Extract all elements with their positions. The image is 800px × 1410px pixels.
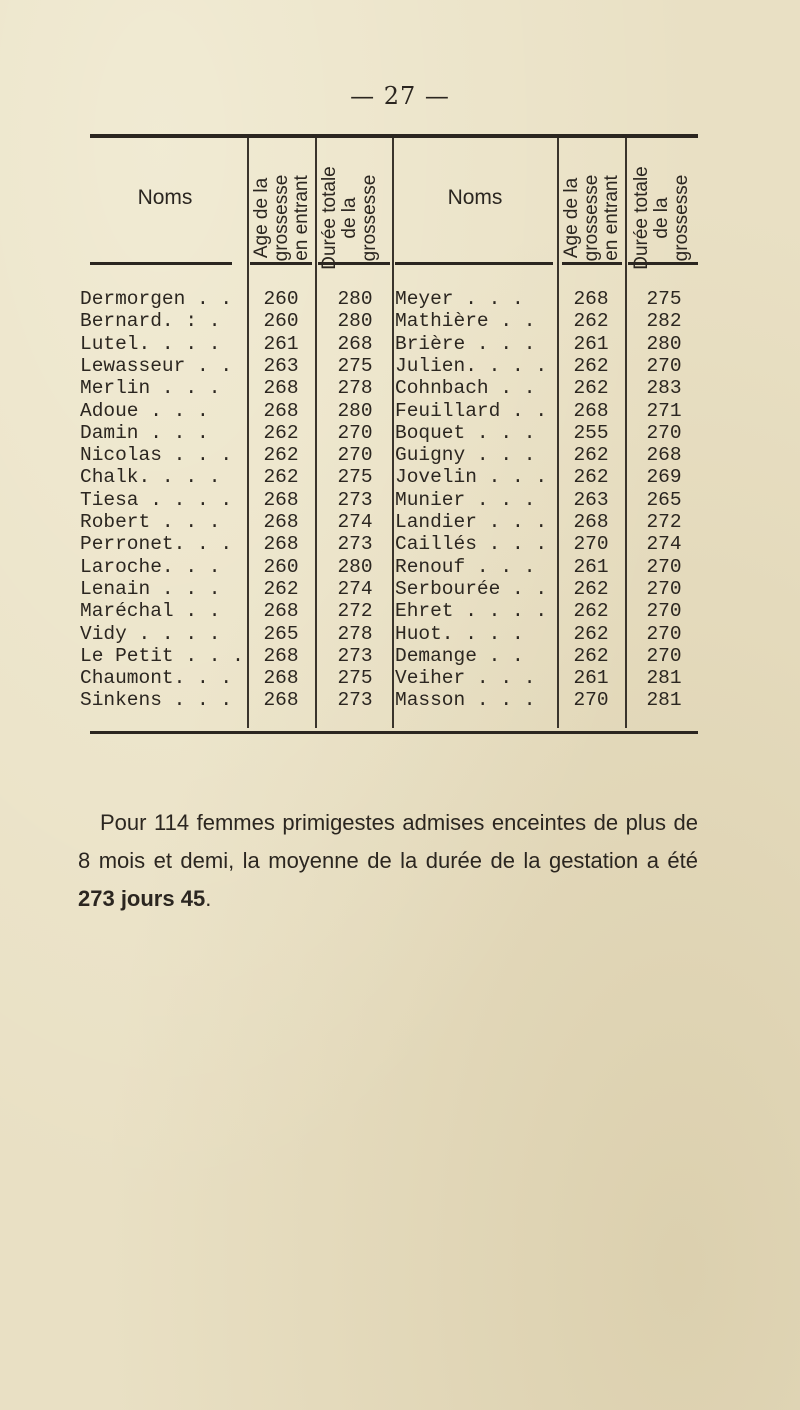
row-name: Masson . . . bbox=[395, 689, 536, 712]
row-age-value: 261 bbox=[263, 332, 299, 355]
table-row bbox=[0, 557, 800, 577]
row-age-value: 262 bbox=[573, 622, 609, 645]
row-duree-value: 274 bbox=[337, 511, 373, 533]
row-name: Robert . . . bbox=[80, 511, 221, 533]
row-age-value: 268 bbox=[263, 644, 299, 667]
row-name: Maréchal . . bbox=[80, 600, 221, 623]
table-row bbox=[0, 646, 800, 666]
row-duree-value: 270 bbox=[646, 644, 682, 667]
row-name: Renouf . . . bbox=[395, 555, 536, 578]
row-name: Chaumont. . . bbox=[80, 667, 233, 690]
row-name: Serbourée . . bbox=[395, 577, 548, 600]
row-duree-value: 275 bbox=[646, 288, 682, 310]
row-name: Huot. . . . bbox=[395, 622, 524, 645]
row-age-value: 255 bbox=[573, 421, 609, 444]
row-duree-value: 274 bbox=[646, 533, 682, 556]
row-age-value: 268 bbox=[263, 533, 299, 556]
row-name: Caillés . . . bbox=[395, 533, 548, 556]
row-age-value: 265 bbox=[263, 622, 299, 645]
table-row bbox=[0, 579, 800, 599]
row-duree-value: 283 bbox=[646, 377, 682, 400]
row-age-value: 263 bbox=[573, 488, 609, 511]
row-duree-value: 270 bbox=[646, 354, 682, 377]
table-row bbox=[0, 534, 800, 554]
row-duree-value: 280 bbox=[337, 310, 373, 333]
row-age-value: 268 bbox=[573, 288, 609, 310]
row-age-value: 262 bbox=[573, 644, 609, 667]
row-duree-value: 278 bbox=[337, 622, 373, 645]
row-duree-value: 272 bbox=[646, 511, 682, 533]
paragraph-bold-value: 273 jours 45 bbox=[78, 886, 206, 911]
row-duree-value: 270 bbox=[646, 555, 682, 578]
header-duree-left: Durée totale de la grossesse bbox=[319, 166, 380, 270]
table-row bbox=[0, 289, 800, 309]
header-noms-left: Noms bbox=[137, 186, 193, 209]
row-duree-value: 273 bbox=[337, 488, 373, 511]
table-row bbox=[0, 467, 800, 487]
summary-paragraph bbox=[78, 804, 698, 918]
header-rule-noms-left bbox=[90, 262, 232, 265]
paragraph-end: . bbox=[205, 886, 212, 911]
table-row bbox=[0, 401, 800, 421]
row-duree-value: 275 bbox=[337, 466, 373, 489]
row-age-value: 268 bbox=[263, 689, 299, 712]
row-age-value: 261 bbox=[573, 555, 609, 578]
table-row bbox=[0, 624, 800, 644]
row-name: Jovelin . . . bbox=[395, 466, 548, 489]
row-name: Sinkens . . . bbox=[80, 689, 233, 712]
row-duree-value: 270 bbox=[646, 421, 682, 444]
row-duree-value: 272 bbox=[337, 600, 373, 623]
row-age-value: 262 bbox=[573, 444, 609, 467]
table-row bbox=[0, 668, 800, 688]
row-age-value: 268 bbox=[263, 667, 299, 690]
row-name: Nicolas . . . bbox=[80, 444, 233, 467]
row-name: Lewasseur . . bbox=[80, 354, 233, 377]
row-age-value: 263 bbox=[263, 354, 299, 377]
row-age-value: 261 bbox=[573, 667, 609, 690]
table-row bbox=[0, 423, 800, 443]
row-duree-value: 270 bbox=[646, 600, 682, 623]
row-duree-value: 273 bbox=[337, 644, 373, 667]
header-duree-right: Durée totale de la grossesse bbox=[631, 166, 692, 270]
row-duree-value: 281 bbox=[646, 667, 682, 690]
row-name: Lutel. . . . bbox=[80, 332, 221, 355]
row-duree-value: 275 bbox=[337, 667, 373, 690]
header-rule-noms-right bbox=[395, 262, 553, 265]
row-duree-value: 265 bbox=[646, 488, 682, 511]
row-age-value: 262 bbox=[263, 444, 299, 467]
row-age-value: 262 bbox=[263, 577, 299, 600]
row-duree-value: 271 bbox=[646, 399, 682, 422]
table-row bbox=[0, 334, 800, 354]
row-age-value: 268 bbox=[263, 511, 299, 533]
row-name: Perronet. . . bbox=[80, 533, 233, 556]
row-age-value: 262 bbox=[573, 377, 609, 400]
row-age-value: 260 bbox=[263, 288, 299, 310]
row-name: Le Petit . . . bbox=[80, 644, 244, 667]
row-age-value: 270 bbox=[573, 533, 609, 556]
row-duree-value: 269 bbox=[646, 466, 682, 489]
row-age-value: 262 bbox=[573, 600, 609, 623]
table-row bbox=[0, 690, 800, 710]
row-name: Damin . . . bbox=[80, 421, 209, 444]
row-age-value: 262 bbox=[573, 354, 609, 377]
paragraph-text: Pour 114 femmes primigestes admises enceintes de plus de 8 mois et demi, la moyenne de la durée de la gestation a été bbox=[78, 810, 698, 873]
row-name: Vidy . . . . bbox=[80, 622, 221, 645]
table-row bbox=[0, 512, 800, 532]
row-age-value: 270 bbox=[573, 689, 609, 712]
row-name: Mathière . . bbox=[395, 310, 536, 333]
row-name: Demange . . bbox=[395, 644, 524, 667]
row-age-value: 262 bbox=[573, 466, 609, 489]
table-row bbox=[0, 445, 800, 465]
row-name: Meyer . . . bbox=[395, 288, 524, 310]
table-bottom-rule bbox=[90, 731, 698, 734]
row-age-value: 262 bbox=[263, 421, 299, 444]
row-name: Dermorgen . . bbox=[80, 288, 233, 310]
row-age-value: 268 bbox=[573, 511, 609, 533]
table-top-rule bbox=[90, 134, 698, 138]
row-name: Adoue . . . bbox=[80, 399, 209, 422]
row-name: Veiher . . . bbox=[395, 667, 536, 690]
row-name: Feuillard . . bbox=[395, 399, 548, 422]
table-row bbox=[0, 311, 800, 331]
row-name: Bernard. : . bbox=[80, 310, 221, 333]
row-duree-value: 270 bbox=[646, 622, 682, 645]
row-age-value: 260 bbox=[263, 310, 299, 333]
row-name: Julien. . . . bbox=[395, 354, 548, 377]
row-name: Chalk. . . . bbox=[80, 466, 221, 489]
row-duree-value: 281 bbox=[646, 689, 682, 712]
header-noms-right: Noms bbox=[447, 186, 503, 209]
row-duree-value: 273 bbox=[337, 689, 373, 712]
row-duree-value: 280 bbox=[337, 555, 373, 578]
row-duree-value: 270 bbox=[337, 421, 373, 444]
row-duree-value: 270 bbox=[337, 444, 373, 467]
row-name: Lenain . . . bbox=[80, 577, 221, 600]
row-name: Landier . . . bbox=[395, 511, 548, 533]
row-name: Munier . . . bbox=[395, 488, 536, 511]
row-duree-value: 280 bbox=[337, 288, 373, 310]
row-age-value: 268 bbox=[263, 600, 299, 623]
row-duree-value: 282 bbox=[646, 310, 682, 333]
row-name: Tiesa . . . . bbox=[80, 488, 233, 511]
row-age-value: 268 bbox=[263, 488, 299, 511]
row-age-value: 261 bbox=[573, 332, 609, 355]
row-age-value: 268 bbox=[573, 399, 609, 422]
table-row bbox=[0, 490, 800, 510]
row-duree-value: 274 bbox=[337, 577, 373, 600]
row-duree-value: 275 bbox=[337, 354, 373, 377]
table-row bbox=[0, 378, 800, 398]
header-age-left: Age de la grossesse en entrant bbox=[251, 174, 312, 262]
row-name: Laroche. . . bbox=[80, 555, 221, 578]
row-duree-value: 280 bbox=[646, 332, 682, 355]
row-name: Brière . . . bbox=[395, 332, 536, 355]
row-age-value: 262 bbox=[573, 310, 609, 333]
row-age-value: 262 bbox=[573, 577, 609, 600]
page-number: — 27 — bbox=[350, 82, 450, 110]
row-duree-value: 270 bbox=[646, 577, 682, 600]
row-duree-value: 268 bbox=[337, 332, 373, 355]
header-age-right: Age de la grossesse en entrant bbox=[561, 174, 622, 262]
table-row bbox=[0, 356, 800, 376]
row-age-value: 268 bbox=[263, 399, 299, 422]
row-age-value: 268 bbox=[263, 377, 299, 400]
row-name: Guigny . . . bbox=[395, 444, 536, 467]
row-duree-value: 280 bbox=[337, 399, 373, 422]
row-duree-value: 268 bbox=[646, 444, 682, 467]
row-name: Cohnbach . . bbox=[395, 377, 536, 400]
row-age-value: 262 bbox=[263, 466, 299, 489]
row-duree-value: 278 bbox=[337, 377, 373, 400]
row-name: Merlin . . . bbox=[80, 377, 221, 400]
row-duree-value: 273 bbox=[337, 533, 373, 556]
row-name: Ehret . . . . bbox=[395, 600, 548, 623]
table-row bbox=[0, 601, 800, 621]
row-age-value: 260 bbox=[263, 555, 299, 578]
row-name: Boquet . . . bbox=[395, 421, 536, 444]
